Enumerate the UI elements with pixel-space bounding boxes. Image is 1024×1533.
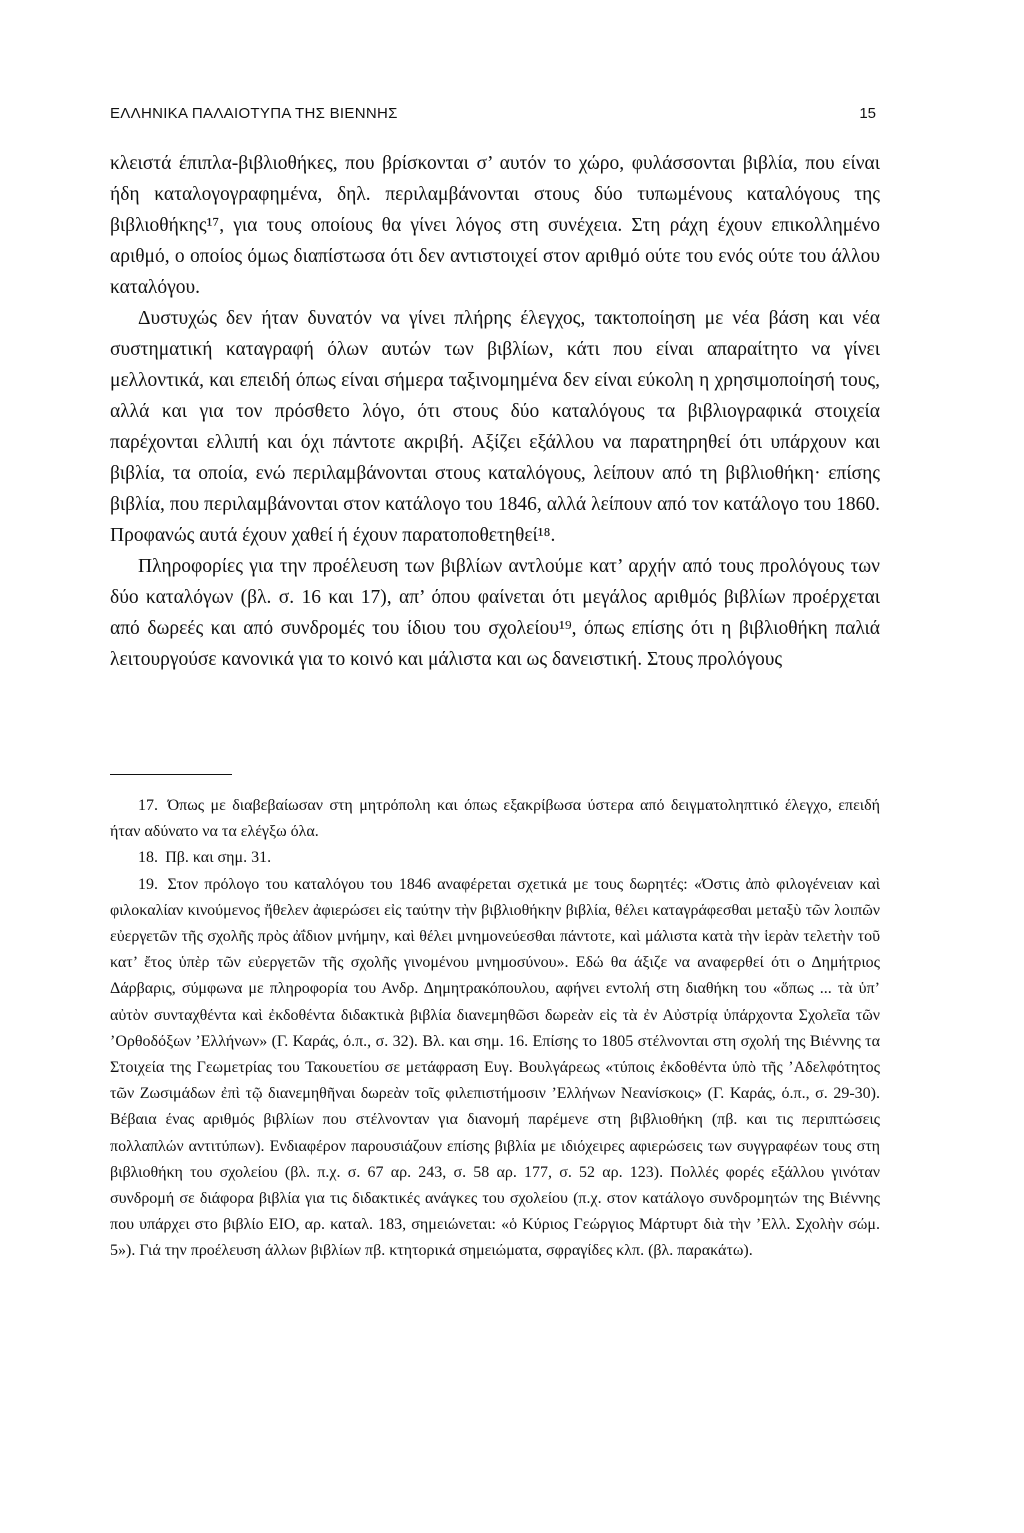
- main-text: [110, 148, 880, 675]
- footnotes: [110, 793, 880, 1265]
- paragraph: Πληροφορίες για την προέλευση των βιβλίων αντλούμε κατ’ αρχήν από τους προλόγους των δύο καταλόγων (βλ. σ. 16 και 17), απ’ όπου φαίνεται ότι μεγάλος αριθμός βιβλίων προέρχεται από δωρεές και από συνδρομές του ίδιου του σχολείου¹⁹, όπως επίσης ότι η βιβλιοθήκη παλιά λειτουργούσε κανονικά για το κοινό και μάλιστα και ως δανειστική. Στους προλόγους: [110, 556, 880, 670]
- running-title: ΕΛΛΗΝΙΚΑ ΠΑΛΑΙΟΤΥΠΑ ΤΗΣ ΒΙΕΝΝΗΣ: [110, 105, 398, 122]
- footnote-number: 18.: [138, 849, 158, 867]
- footnote: [110, 872, 880, 1265]
- footnote-text: Στον πρόλογο του καταλόγου του 1846 αναφέρεται σχετικά με τους δωρητές: «Όστις ἀπὸ φιλογένειαν καὶ φιλοκαλίαν κινούμενος ἤθελεν ἀφιερώσει εἰς ταύτην τὴν βιβλιοθήκην βιβλία, θέλει καταγράφεσθαι μεταξὺ τῶν λοιπῶν εὐεργετῶν τῆς σχολῆς πρὸς ἀΐδιον μνήμην, καὶ θέλει μνημονεύεσθαι πάντοτε, καὶ μάλιστα κατὰ τὴν ἱερὰν τελετὴν τοῦ κατ’ ἔτος ὑπὲρ τῶν εὐεργετῶν τῆς σχολῆς γινομένου μνημοσύνου». Εδώ θα άξιζε να αναφερθεί ότι ο Δημήτριος Δάρβαρις, σύμφωνα με πληροφορία του Ανδρ. Δημητρακόπουλου, αφήνει εντολή στη διαθήκη του «ὅπως ... τὰ ὑπ’ αὐτὸν συνταχθέντα καὶ ἐκδοθέντα διδακτικὰ βιβλία διανεμηθῶσι δωρεὰν εἰς τὰ ἐν Αὐστρίᾳ ὑπάρχοντα Σχολεῖα τῶν ’Ορθοδόξων ’Ελλήνων» (Γ. Καράς, ό.π., σ. 32). Βλ. και σημ. 16. Επίσης το 1805 στέλνονται στη σχολή της Βιέννης τα Στοιχεία της Γεωμετρίας του Τακουετίου σε μετάφραση Ευγ. Βουλγάρεως «τύποις ἐκδοθέντα ὑπὸ τῆς ’Αδελφότητος τῶν Ζωσιμάδων ἐπὶ τῷ διανεμηθῆναι δωρεὰν τοῖς φιλεπιστήμοσιν ’Ελλήνων Νεανίσκοις» (Γ. Καράς, ό.π., σ. 29-30). Βέβαια ένας αριθμός βιβλίων που στέλνονταν για διανομή παρέμενε στη βιβλιοθήκη (πβ. και τις περιπτώσεις πολλαπλών αντιτύπων). Ενδιαφέρον παρουσιάζουν επίσης βιβλία με ιδιόχειρες αφιερώσεις των συγγραφέων τους στη βιβλιοθήκη του σχολείου (βλ. π.χ. σ. 67 αρ. 243, σ. 58 αρ. 177, σ. 52 αρ. 123). Πολλές φορές εξάλλου γινόταν συνδρομή σε διάφορα βιβλία για τις διδακτικές ανάγκες του σχολείου (π.χ. στον κατάλογο συνδρομητών της Βιέννης που υπάρχει στο βιβλίο ΕΙΟ, αρ. καταλ. 183, σημειώνεται: «ὁ Κύριος Γεώργιος Μάρτυρτ διὰ τὴν ’Ελλ. Σχολὴν σώμ. 5»). Γιά την προέλευση άλλων βιβλίων πβ. κτητορικά σημειώματα, σφραγίδες κλπ. (βλ. παρακάτω).: [110, 875, 881, 1260]
- paragraph: Δυστυχώς δεν ήταν δυνατόν να γίνει πλήρης έλεγχος, τακτοποίηση με νέα βάση και νέα συστηματική καταγραφή όλων αυτών των βιβλίων, κάτι που είναι απαραίτητο να γίνει μελλοντικά, και επειδή όπως είναι σήμερα ταξινομημένα δεν είναι εύκολη η χρησιμοποίησή τους, αλλά και για τον πρόσθετο λόγο, ότι στους δύο καταλόγους τα βιβλιογραφικά στοιχεία παρέχονται ελλιπή και όχι πάντοτε ακριβή. Αξίζει εξάλλου να παρατηρηθεί ότι υπάρχουν και βιβλία, τα οποία, ενώ περιλαμβάνονται στους καταλόγους, λείπουν από τη βιβλιοθήκη· επίσης βιβλία, που περιλαμβάνονται στον κατάλογο του 1846, αλλά λείπουν από τον κατάλογο του 1860. Προφανώς αυτά έχουν χαθεί ή έχουν παρατοποθετηθεί¹⁸.: [110, 308, 880, 546]
- footnote: [110, 793, 880, 845]
- page-number: 15: [859, 105, 876, 122]
- footnote-separator: [110, 774, 232, 775]
- running-head: [110, 104, 876, 124]
- footnote-text: Όπως με διαβεβαίωσαν στη μητρόπολη και όπως εξακρίβωσα ύστερα από δειγματοληπτικό έλεγχο, επειδή ήταν αδύνατο να τα ελέγξω όλα.: [110, 797, 880, 841]
- footnote-number: 19.: [138, 875, 158, 893]
- footnote-text: Πβ. και σημ. 31.: [165, 849, 272, 867]
- footnote: [110, 845, 880, 871]
- paragraph: κλειστά έπιπλα-βιβλιοθήκες, που βρίσκονται σ’ αυτόν το χώρο, φυλάσσονται βιβλία, που είναι ήδη καταλογογραφημένα, δηλ. περιλαμβάνονται στους δύο τυπωμένους καταλόγους της βιβλιοθήκης¹⁷, για τους οποίους θα γίνει λόγος στη συνέχεια. Στη ράχη έχουν επικολλημένο αριθμό, ο οποίος όμως διαπίστωσα ότι δεν αντιστοιχεί στον αριθμό ούτε του ενός ούτε του άλλου καταλόγου.: [110, 153, 880, 298]
- footnote-number: 17.: [138, 797, 158, 814]
